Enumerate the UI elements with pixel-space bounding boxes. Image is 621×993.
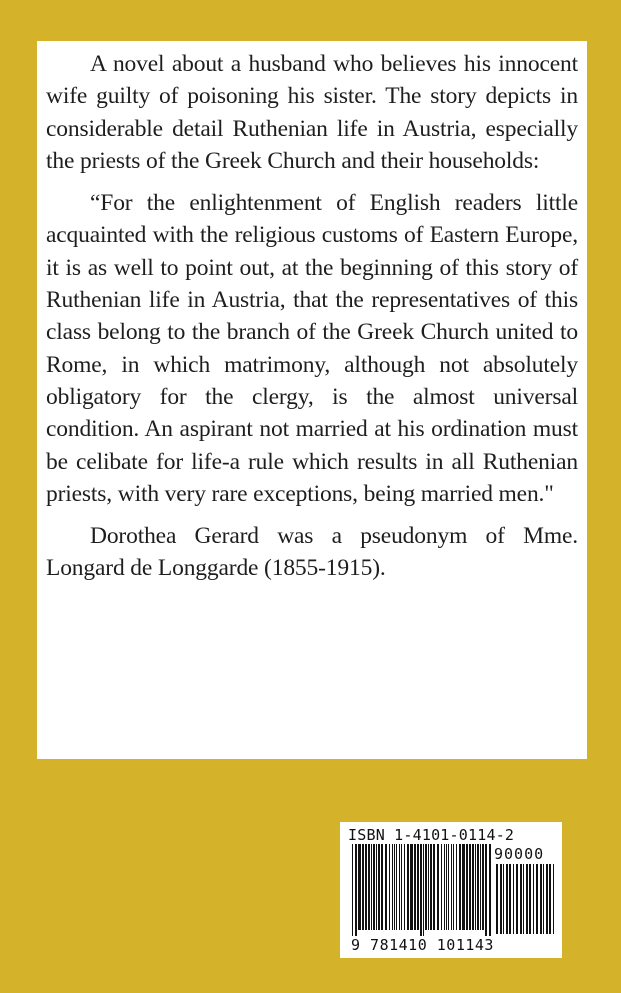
barcode-bar: [433, 844, 435, 930]
barcode-bar: [516, 864, 518, 934]
barcode-bar: [404, 844, 405, 930]
barcode-bar: [425, 844, 427, 930]
barcode-bar: [543, 864, 544, 934]
barcode-bar: [456, 844, 457, 930]
barcode-bar: [417, 844, 419, 930]
barcode-bar: [500, 864, 502, 934]
barcode-bar: [414, 844, 416, 930]
barcode-bar: [503, 864, 504, 934]
barcode-bar: [529, 864, 531, 934]
barcode-bar: [399, 844, 400, 930]
barcode-bar: [489, 844, 491, 936]
barcode-bar: [496, 864, 498, 934]
barcode-bar: [410, 844, 413, 930]
ean-digits: 9 781410 101143: [351, 936, 494, 954]
barcode-bar: [520, 864, 522, 934]
barcode-bar: [389, 844, 390, 930]
barcode-bar: [453, 844, 454, 930]
barcode-bar: [396, 844, 397, 930]
barcode-bar: [472, 844, 474, 930]
isbn-label: ISBN 1-4101-0114-2: [348, 826, 515, 844]
barcode-bar: [533, 864, 534, 934]
price-code: 90000: [494, 845, 545, 863]
barcode-bar: [394, 844, 395, 930]
barcode-bar: [482, 844, 484, 930]
barcode-bar: [448, 844, 449, 930]
barcode-bar: [401, 844, 402, 930]
barcode-bar: [480, 844, 481, 930]
barcode-bar: [420, 844, 422, 936]
description-paragraph-author-note: Dorothea Gerard was a pseudonym of Mme. Longard de Longgarde (1855-1915).: [46, 523, 578, 582]
barcode-bar: [423, 844, 424, 936]
barcode-bar: [477, 844, 479, 930]
barcode-bar: [437, 844, 439, 930]
barcode-bar: [513, 864, 514, 934]
barcode-bar: [509, 864, 511, 934]
barcode-bar: [549, 864, 551, 934]
barcode-bar: [441, 844, 442, 930]
barcode-bar: [381, 844, 383, 930]
barcode-bar: [466, 844, 468, 930]
barcode-bar: [385, 844, 387, 930]
barcode-bar: [392, 844, 393, 930]
barcode-bar: [430, 844, 432, 930]
barcode-bar: [428, 844, 429, 930]
barcode-bar: [469, 844, 471, 930]
barcode-bar: [371, 844, 372, 930]
isbn-barcode: [340, 822, 562, 958]
barcode-bar: [475, 844, 476, 930]
description-panel: [37, 41, 587, 759]
barcode-bar: [506, 864, 508, 934]
barcode-bar: [462, 844, 465, 930]
barcode-bar: [352, 844, 353, 936]
barcode-bar: [358, 844, 361, 930]
barcode-bar: [444, 844, 445, 930]
barcode-bar: [362, 844, 364, 930]
barcode-bar: [540, 864, 542, 934]
barcode-bar: [373, 844, 375, 930]
description-paragraph-quote: “For the enlightenment of English readers little acquainted with the religious customs of Eastern Europe, it is as well to point out, at the beginning of this story of Ruthenian life in Austria, that the representatives of this class belong to the branch of the Greek Church united to Rome, in which matrimony, although not absolutely obligatory for the clergy, is the almost universal condition. An aspirant not married at his ordination must be celibate for life-a rule which results in all Ruthenian priests, with very rare exceptions, being married men.": [46, 190, 578, 507]
barcode-bar: [446, 844, 447, 930]
barcode-bar: [553, 864, 554, 934]
barcode-bar: [523, 864, 524, 934]
barcode-bar: [451, 844, 452, 930]
barcode-bar: [368, 844, 370, 930]
barcode-bar: [378, 844, 380, 930]
barcode-bar: [355, 844, 357, 936]
barcode-bar: [546, 864, 548, 934]
barcode-bar: [536, 864, 538, 934]
barcode-bar: [526, 864, 528, 934]
barcode-bar: [365, 844, 367, 930]
barcode-bar: [459, 844, 461, 930]
barcode-bar: [485, 844, 487, 936]
barcode-bar: [376, 844, 377, 930]
description-paragraph-intro: A novel about a husband who believes his innocent wife guilty of poisoning his sister. The story depicts in considerable detail Ruthenian life in Austria, especially the priests of the Greek Church and their households:: [46, 51, 578, 174]
barcode-bar: [407, 844, 409, 930]
